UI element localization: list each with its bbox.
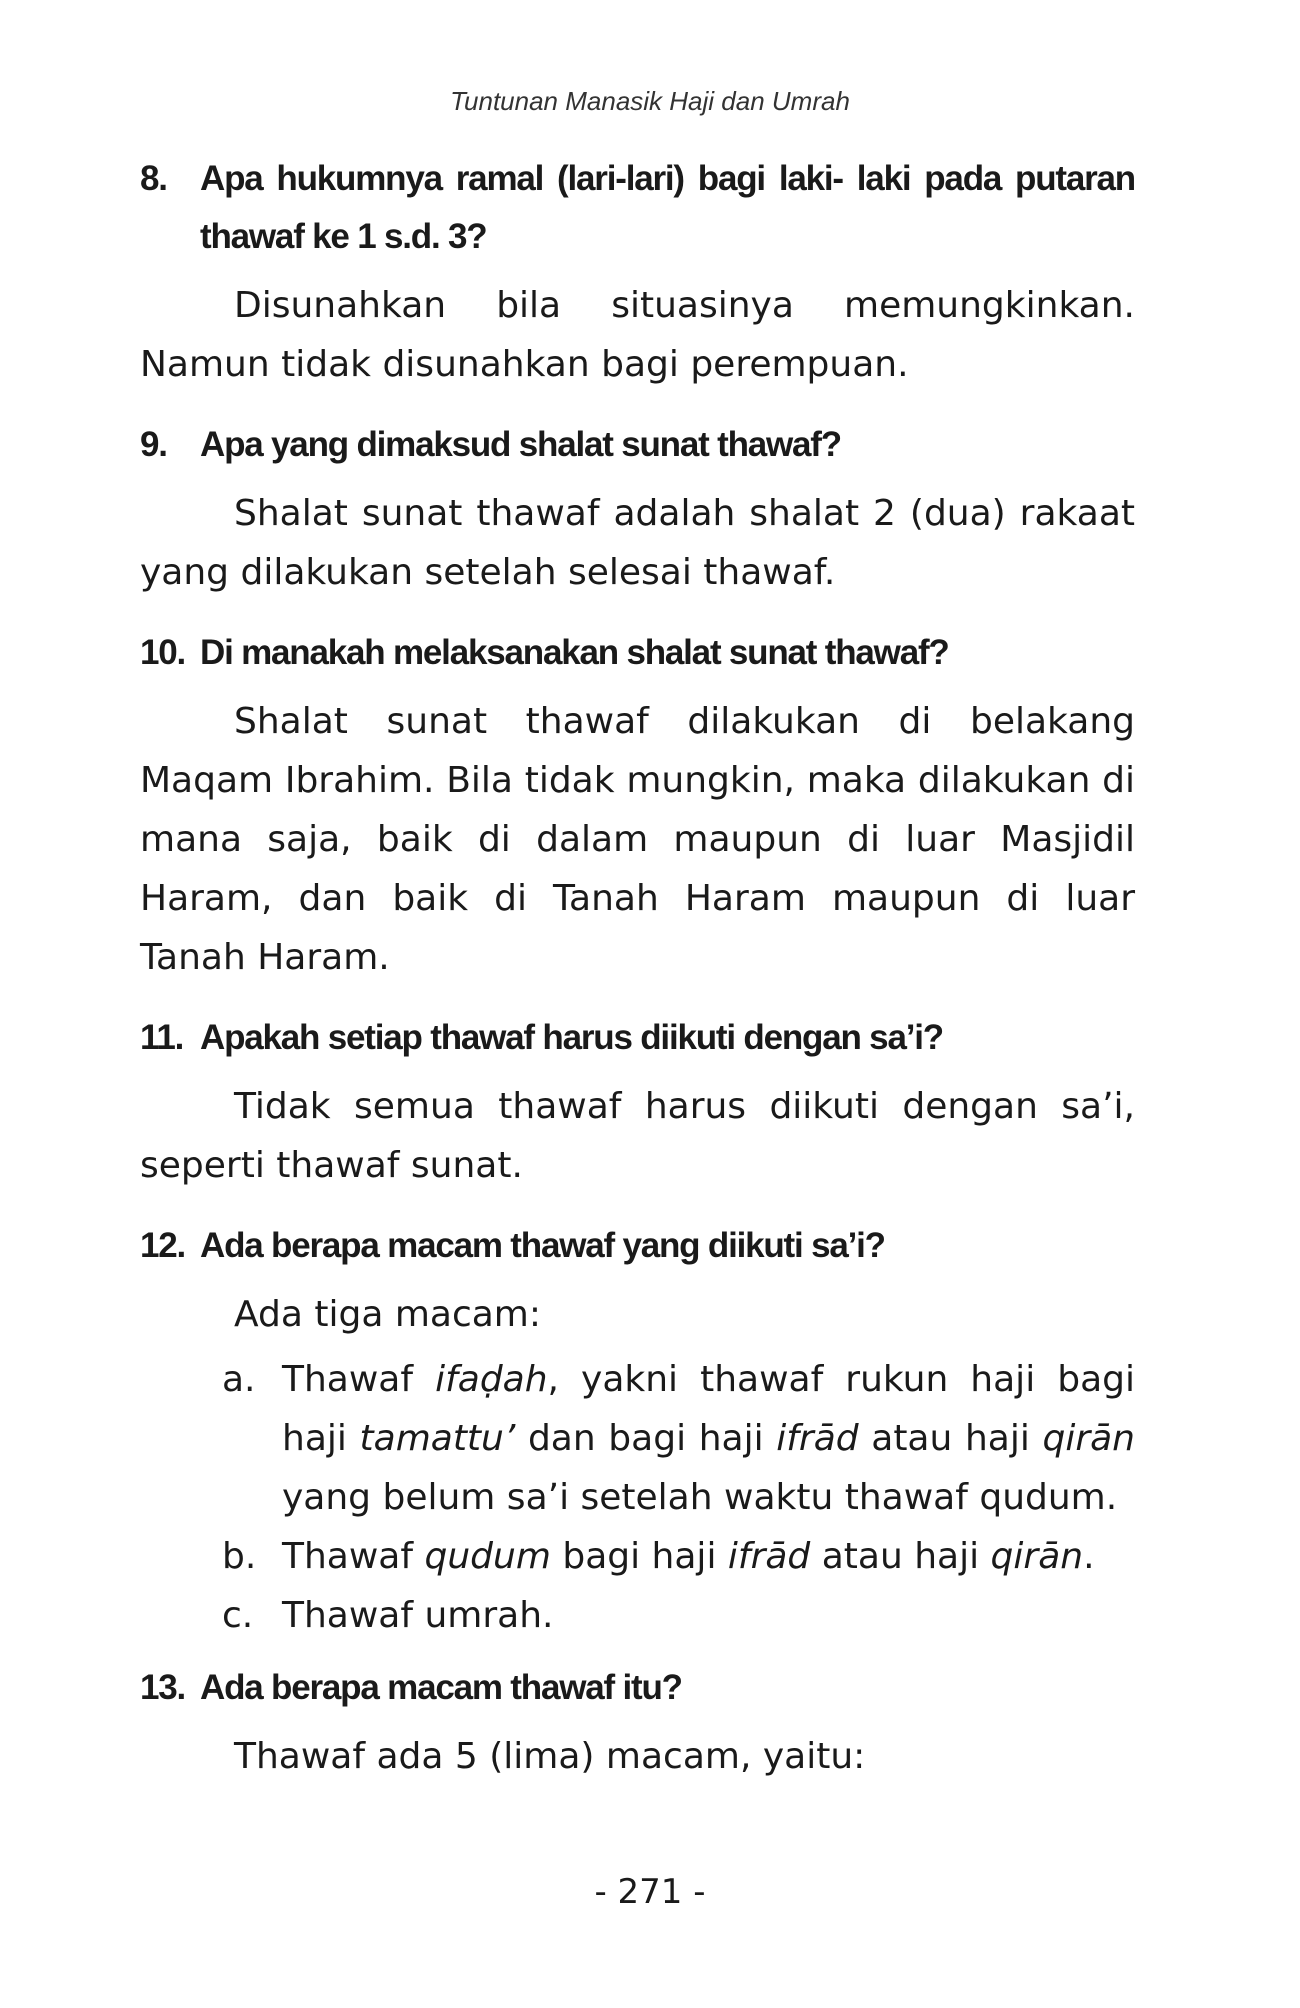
question-text: Apa hukumnya ramal (lari-lari) bagi laki- laki pada putaran thawaf ke 1 s.d. 3?: [200, 159, 1135, 256]
question-number: 10.: [140, 633, 186, 672]
question-number: 11.: [140, 1018, 184, 1057]
question-number: 8.: [140, 159, 167, 198]
text-run: Thawaf umrah.: [282, 1595, 554, 1636]
text-run: atau haji: [858, 1418, 1043, 1459]
question-text: Di manakah melaksanakan shalat sunat thawaf?: [200, 633, 949, 672]
answer-10: Shalat sunat thawaf dilakukan di belakang Maqam Ibrahim. Bila tidak mungkin, maka dilakukan di mana saja, baik di dalam maupun di luar Masjidil Haram, dan baik di Tanah Haram maupun di luar Tanah Haram.: [140, 701, 1135, 978]
term-italic: qudum: [424, 1536, 551, 1577]
question-number: 9.: [140, 425, 167, 464]
text-run: Thawaf: [282, 1536, 425, 1577]
list-item: [140, 1350, 1135, 1527]
question-text: Apa yang dimaksud shalat sunat thawaf?: [200, 425, 841, 464]
term-italic: qirān: [990, 1536, 1084, 1577]
list-item: [140, 1527, 1135, 1586]
question-12: [140, 1217, 1135, 1275]
text-run: dan bagi haji: [515, 1418, 777, 1459]
text-run: Thawaf: [282, 1359, 436, 1400]
thawaf-sai-list: [140, 1350, 1135, 1645]
text-run: atau haji: [810, 1536, 991, 1577]
term-italic: ifaḍah: [435, 1359, 548, 1400]
term-italic: ifrād: [776, 1418, 859, 1459]
question-text: Ada berapa macam thawaf yang diikuti sa’i?: [200, 1226, 885, 1265]
list-item-text: [282, 1350, 1135, 1527]
question-text: Ada berapa macam thawaf itu?: [200, 1668, 682, 1707]
page-number: - 271 -: [594, 1872, 706, 1912]
question-13: [140, 1659, 1135, 1717]
text-run: .: [1083, 1536, 1095, 1577]
list-item-text: [282, 1527, 1135, 1586]
list-item: [140, 1586, 1135, 1645]
question-text: Apakah setiap thawaf harus diikuti dengan sa’i?: [200, 1018, 943, 1057]
answer-9: Shalat sunat thawaf adalah shalat 2 (dua) rakaat yang dilakukan setelah selesai thawaf.: [140, 493, 1135, 593]
question-8: [140, 150, 1135, 266]
answer-13: Thawaf ada 5 (lima) macam, yaitu:: [234, 1736, 866, 1777]
question-number: 13.: [140, 1668, 186, 1707]
page-content: [140, 150, 1135, 1786]
answer-12: Ada tiga macam:: [234, 1294, 542, 1335]
list-marker: c.: [222, 1595, 254, 1636]
text-run: , yakni thawaf rukun haji bagi haji: [282, 1359, 1135, 1459]
question-number: 12.: [140, 1226, 186, 1265]
term-italic: tamattu’: [359, 1418, 516, 1459]
term-italic: ifrād: [727, 1536, 811, 1577]
list-marker: a.: [222, 1359, 256, 1400]
answer-8: Disunahkan bila situasinya memungkinkan. Namun tidak disunahkan bagi perempuan.: [140, 285, 1135, 385]
question-10: [140, 624, 1135, 682]
answer-11: Tidak semua thawaf harus diikuti dengan sa’i, seperti thawaf sunat.: [140, 1086, 1135, 1186]
list-item-text: [282, 1586, 1135, 1645]
list-marker: b.: [222, 1536, 257, 1577]
question-9: [140, 416, 1135, 474]
text-run: yang belum sa’i setelah waktu thawaf qudum.: [282, 1477, 1118, 1518]
running-header: Tuntunan Manasik Haji dan Umrah: [450, 86, 850, 116]
text-run: bagi haji: [550, 1536, 728, 1577]
term-italic: qirān: [1042, 1418, 1135, 1459]
question-11: [140, 1009, 1135, 1067]
